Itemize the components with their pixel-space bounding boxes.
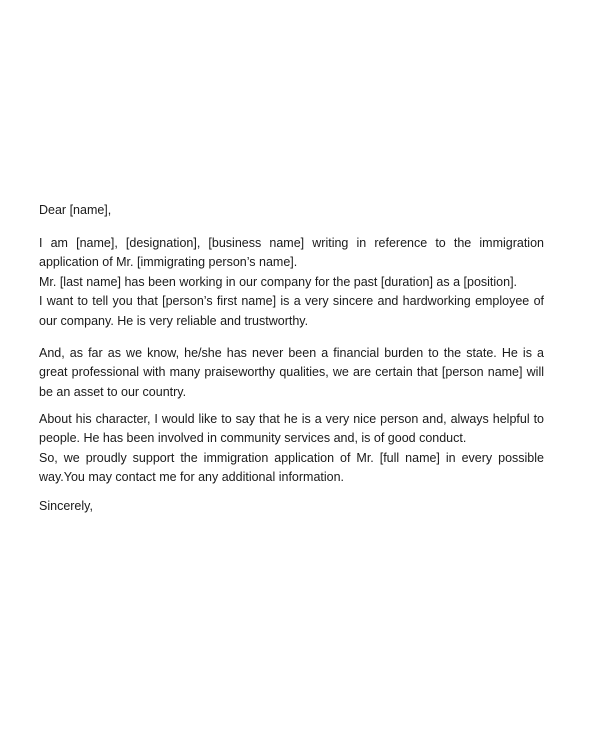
paragraph-line: I am [name], [designation], [business name] writing in reference to the immigration bbox=[39, 236, 544, 250]
paragraph-line: way.You may contact me for any additional information. bbox=[39, 470, 345, 485]
paragraph-line: great professional with many praiseworthy qualities, we are certain that [person name] will bbox=[39, 365, 544, 380]
paragraph-line: About his character, I would like to say that he is a very nice person and, always helpful to bbox=[39, 412, 544, 426]
salutation: Dear [name], bbox=[39, 203, 112, 217]
paragraph-line: people. He has been involved in community services and, is of good conduct. bbox=[39, 431, 467, 446]
paragraph-financial bbox=[39, 344, 544, 402]
paragraph-line: And, as far as we know, he/she has never been a financial burden to the state. He is a bbox=[39, 346, 544, 360]
paragraph-line: our company. He is very reliable and trustworthy. bbox=[39, 313, 309, 328]
paragraph-line: So, we proudly support the immigration application of Mr. [full name] in every possible bbox=[39, 450, 544, 465]
paragraph-line: be an asset to our country. bbox=[39, 384, 187, 399]
paragraph-line: Mr. [last name] has been working in our company for the past [duration] as a [position]. bbox=[39, 274, 518, 289]
paragraph-line: I want to tell you that [person’s first name] is a very sincere and hardworking employee of bbox=[39, 294, 544, 309]
paragraph-character bbox=[39, 410, 544, 488]
paragraph-line: application of Mr. [immigrating person’s name]. bbox=[39, 255, 298, 270]
paragraph-introduction bbox=[39, 234, 544, 331]
closing: Sincerely, bbox=[39, 499, 93, 513]
